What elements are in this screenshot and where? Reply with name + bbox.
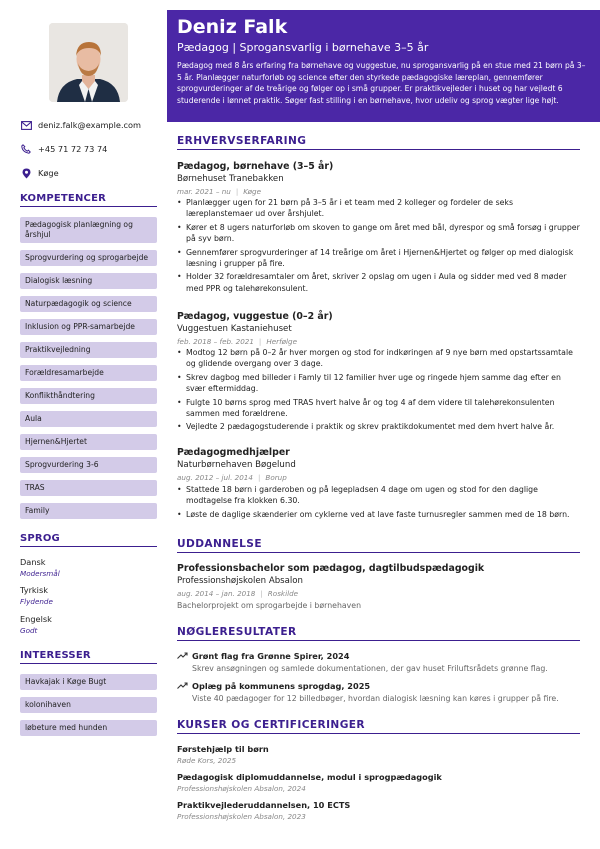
phone-text: +45 71 72 73 74 (38, 144, 108, 154)
envelope-icon (20, 119, 32, 131)
skill-chip: Forældresamarbejde (20, 365, 157, 381)
interest-chip: kolonihaven (20, 697, 157, 713)
phone-icon (20, 143, 32, 155)
pin-icon (20, 167, 32, 179)
achievement-desc: Skrev ansøgningen og samlede dokumentationen, der gav huset Friluftsrådets grønne flag. (192, 664, 548, 673)
profile-photo (49, 23, 128, 102)
trend-up-icon (177, 651, 188, 662)
school-name: Professionshøjskolen Absalon (177, 576, 303, 586)
job-location: Køge (243, 187, 262, 196)
location-text: Køge (38, 168, 59, 178)
contact-phone[interactable] (20, 143, 107, 155)
skill-chip: Naturpædagogik og science (20, 296, 157, 312)
language-level: Modersmål (20, 569, 60, 578)
job-org: Vuggestuen Kastaniehuset (177, 324, 292, 334)
bullet: • Stattede 18 børn i garderoben og på legepladsen 4 dage om ugen og stod for den daglige modtagelse fra klokken 6.30. (177, 484, 580, 507)
education-dates: aug. 2014 – jan. 2018 (177, 589, 256, 598)
bullet: • Løste de daglige skænderier om cyklerne ved at lave faste turnusregler sammen med de 18 børn. (177, 509, 580, 520)
achievement-item (177, 651, 580, 673)
language-name: Tyrkisk (20, 585, 48, 595)
course-title: Førstehjælp til børn (177, 744, 269, 754)
job-title: Pædagog, vuggestue (0–2 år) (177, 311, 333, 322)
contact-email[interactable] (20, 119, 141, 131)
skill-chip: Pædagogisk planlægning og årshjul (20, 217, 157, 243)
bullet: • Fulgte 10 børns sprog med TRAS hvert halve år og tog 4 af dem videre til talehørekonsulenten sammen med forældrene. (177, 397, 580, 420)
job-meta: mar. 2021 – nu | Køge (177, 187, 262, 196)
job-bullets (177, 197, 580, 296)
course-item (177, 744, 269, 765)
job-bullets (177, 484, 580, 522)
skills-heading: KOMPETENCER (20, 193, 157, 207)
bullet: • Modtog 12 børn på 0–2 år hver morgen og stod for indkøringen af 9 nye børn med opstartssamtale og glidende overgang over 3 dage. (177, 347, 580, 370)
courses-heading: KURSER OG CERTIFICERINGER (177, 719, 580, 734)
interest-chip: løbeture med hunden (20, 720, 157, 736)
job-location: Borup (265, 473, 287, 482)
bullet: • Kører et 8 ugers naturforløb om skoven to gange om året med bål, dyrespor og små forsøg i grupper på syv børn. (177, 222, 580, 245)
job-dates: feb. 2018 – feb. 2021 (177, 337, 254, 346)
course-title: Praktikvejlederuddannelsen, 10 ECTS (177, 800, 351, 810)
skill-chip: Dialogisk læsning (20, 273, 157, 289)
sidebar (0, 0, 167, 849)
achievement-title: Oplæg på kommunens sprogdag, 2025 (192, 681, 371, 691)
interests-heading: INTERESSER (20, 650, 157, 664)
language-name: Engelsk (20, 614, 52, 624)
experience-heading: ERHVERVSERFARING (177, 135, 580, 150)
bullet: • Holder 32 forældresamtaler om året, skriver 2 opslag om ugen i Aula og sidder med ved 8 møder med PPR og talehørekonsulent. (177, 271, 580, 294)
language-item (20, 585, 53, 606)
job-location: Herfølge (266, 337, 298, 346)
course-title: Pædagogisk diplomuddannelse, modul i sprogpædagogik (177, 772, 442, 782)
trend-up-icon (177, 681, 188, 692)
achievement-desc: Viste 40 pædagoger for 12 billedbøger, hvordan dialogisk læsning kan køres i grupper på fire. (192, 694, 559, 703)
skill-chip: TRAS (20, 480, 157, 496)
skill-chip: Inklusion og PPR-samarbejde (20, 319, 157, 335)
contact-location (20, 167, 59, 179)
course-sub: Røde Kors, 2025 (177, 756, 237, 765)
course-sub: Professionshøjskolen Absalon, 2024 (177, 784, 306, 793)
course-item (177, 800, 350, 821)
language-item (20, 557, 60, 578)
job-dates: mar. 2021 – nu (177, 187, 231, 196)
job-meta: aug. 2012 – jul. 2014 | Borup (177, 473, 287, 482)
skill-chip: Konflikthåndtering (20, 388, 157, 404)
skill-chip: Praktikvejledning (20, 342, 157, 358)
language-level: Flydende (20, 597, 53, 606)
bullet: • Planlægger ugen for 21 børn på 3–5 år i et team med 2 kolleger og fordeler de seks læreplanstemaer ud over årshjulet. (177, 197, 580, 220)
job-title: Pædagog, børnehave (3–5 år) (177, 161, 334, 172)
job-meta: feb. 2018 – feb. 2021 | Herfølge (177, 337, 298, 346)
person-title: Pædagog | Sprogansvarlig i børnehave 3–5 år (177, 41, 429, 54)
skill-chip: Hjernen&Hjertet (20, 434, 157, 450)
languages-heading: SPROG (20, 533, 157, 547)
bullet: • Gennemfører sprogvurderinger af 14 treårige om året i Hjernen&Hjertet og følger op med dialogisk læsning i grupper på fire. (177, 247, 580, 270)
job-org: Naturbørnehaven Bøgelund (177, 460, 296, 470)
skill-chip: Aula (20, 411, 157, 427)
education-note: Bachelorprojekt om sprogarbejde i børnehaven (177, 601, 362, 610)
job-title: Pædagogmedhjælper (177, 447, 290, 458)
bullet: • Vejledte 2 pædagogstuderende i praktik og skrev praktikdokumentet med dem hvert halve år. (177, 421, 580, 432)
job-dates: aug. 2012 – jul. 2014 (177, 473, 253, 482)
skill-chip: Sprogvurdering 3-6 (20, 457, 157, 473)
language-level: Godt (20, 626, 38, 635)
achievement-item (177, 681, 580, 703)
achievements-heading: NØGLERESULTATER (177, 626, 580, 641)
course-sub: Professionshøjskolen Absalon, 2023 (177, 812, 306, 821)
job-bullets (177, 347, 580, 435)
language-name: Dansk (20, 557, 46, 567)
education-heading: UDDANNELSE (177, 538, 580, 553)
person-name: Deniz Falk (177, 16, 288, 38)
skill-chip: Sprogvurdering og sprogarbejde (20, 250, 157, 266)
email-text: deniz.falk@example.com (38, 120, 142, 130)
profile-header (167, 10, 600, 122)
education-meta: aug. 2014 – jan. 2018 | Roskilde (177, 589, 299, 598)
job-org: Børnehuset Tranebakken (177, 174, 284, 184)
interest-chip: Havkajak i Køge Bugt (20, 674, 157, 690)
skill-chip: Family (20, 503, 157, 519)
education-location: Roskilde (267, 589, 299, 598)
course-item (177, 772, 442, 793)
degree-title: Professionsbachelor som pædagog, dagtilbudspædagogik (177, 563, 485, 574)
profile-summary: Pædagog med 8 års erfaring fra børnehave og vuggestue, nu sprogansvarlig på en stue med 21 børn på 3–5 år. Planlægger naturforløb og science efter den styrkede pædagogiske læreplan, gennemfører sprogvurderinger af de treårige og følger op i små grupper. Er praktikvejleder i huset og har vejledt 6 studerende i lønnet praktik. Søger fast stilling i en børnehave, hvor udeliv og sprog vægter lige højt. (177, 61, 586, 105)
achievement-title: Grønt flag fra Grønne Spirer, 2024 (192, 651, 350, 661)
bullet: • Skrev dagbog med billeder i Famly til 12 familier hver uge og ringede hjem samme dag efter en svær eftermiddag. (177, 372, 580, 395)
language-item (20, 614, 52, 635)
